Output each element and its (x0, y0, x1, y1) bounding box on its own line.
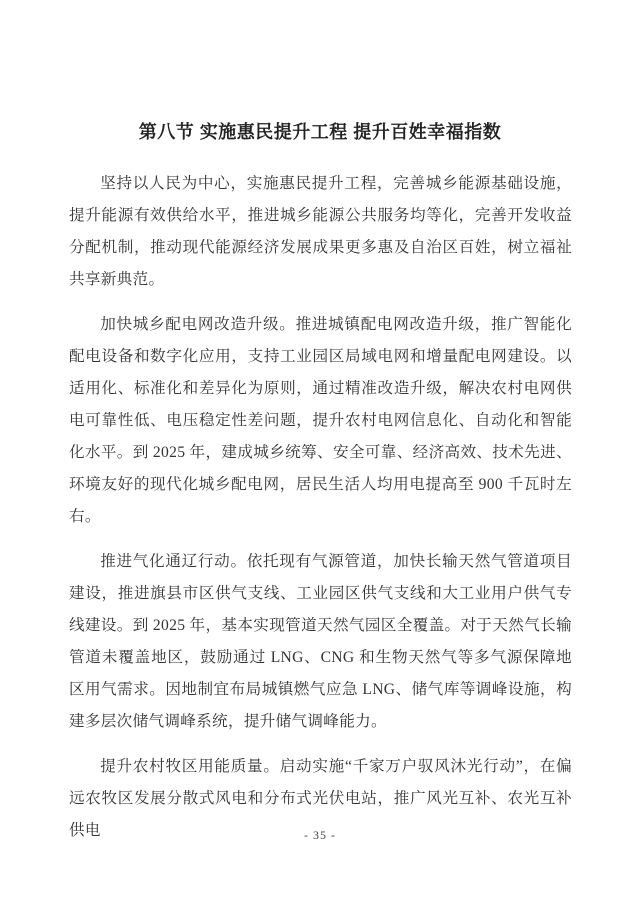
document-body (0, 144, 640, 847)
paragraph-2: 加快城乡配电网改造升级。推进城镇配电网改造升级，推广智能化配电设备和数字化应用，支持工业园区局域电网和增量配电网建设。以适用化、标准化和差异化为原则，通过精准改造升级，解决农村电网供电可靠性低、电压稳定性差问题，提升农村电网信息化、自动化和智能化水平。到 2025 年，建成城乡统筹、安全可靠、经济高效、技术先进、环境友好的现代化城乡配电网，居民生活人均用电提高至 900 千瓦时左右。 (69, 316, 572, 525)
section-title: 第八节 实施惠民提升工程 提升百姓幸福指数 (138, 122, 502, 142)
paragraph-1: 坚持以人民为中心，实施惠民提升工程，完善城乡能源基础设施，提升能源有效供给水平，推进城乡能源公共服务均等化，完善开发收益分配机制，推动现代能源经济发展成果更多惠及自治区百姓，树立福祉共享新典范。 (69, 175, 572, 288)
page-number: - 35 - (304, 828, 336, 842)
paragraph-4: 提升农村牧区用能质量。启动实施“千家万户驭风沐光行动”，在偏远农牧区发展分散式风电和分布式光伏电站，推广风光互补、农光互补供电 (69, 758, 572, 839)
paragraph-3: 推进气化通辽行动。依托现有气源管道，加快长输天然气管道项目建设，推进旗县市区供气支线、工业园区供气支线和大工业用户供气专线建设。到 2025 年，基本实现管道天然气园区全覆盖。对于天然气长输管道未覆盖地区，鼓励通过 LNG、CNG 和生物天然气等多气源保障地区用气需求。因地制宜布局城镇燃气应急 LNG、储气库等调峰设施，构建多层次储气调峰系统，提升储气调峰能力。 (69, 553, 572, 730)
